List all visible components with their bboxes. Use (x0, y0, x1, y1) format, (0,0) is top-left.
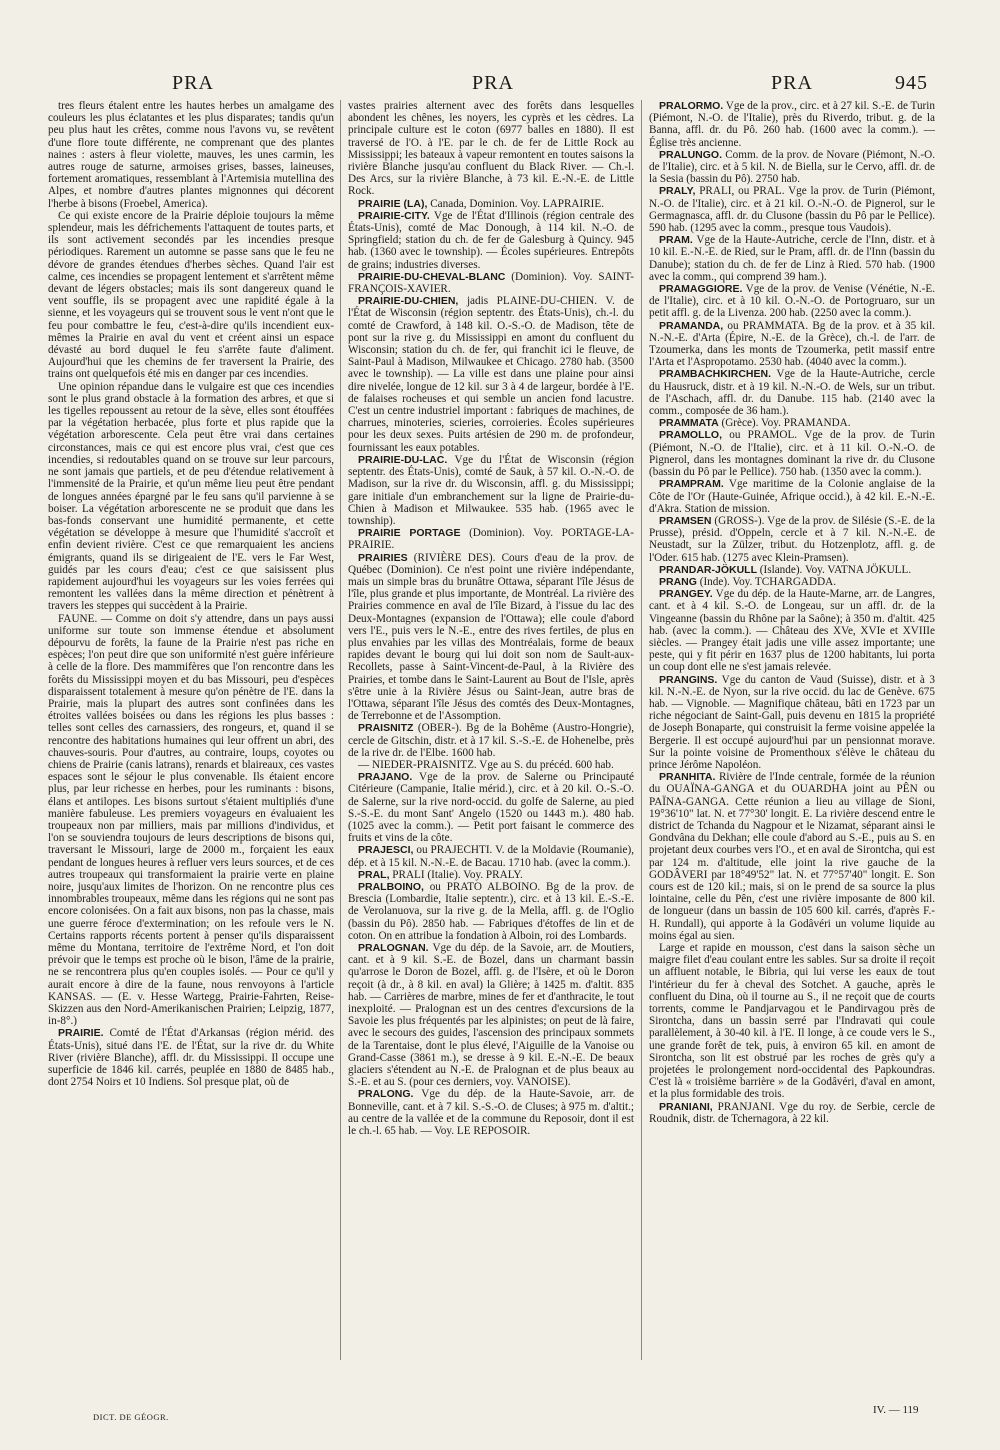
entry-headword: PRAISNITZ (358, 722, 414, 735)
dictionary-entry (348, 198, 634, 210)
entry-headword: PRALBOINO, (358, 881, 424, 893)
entry-text: Vge maritime de la Colonie anglaise de la Côte de l'Or (Haute-Guinée, Afrique occid.), à 42 kil. E.-N.-E. d'Akra. Station de mission. (649, 478, 935, 515)
entry-headword: PRANGINS. (659, 673, 718, 686)
entry-text: (Dominion). Voy. PORTAGE-LA-PRAIRIE. (348, 527, 634, 552)
entry-text: Vge du dép. de la Haute-Savoie, arr. de Bonneville, cant. et à 7 kil. S.-S.-O. de Cluses; à 975 m. d'altit.; au centre de la vallée et de la commune du Reposoir, dont il est le ch.-l. 65 hab. — Voy. LE REPOSOIR. (348, 1088, 634, 1138)
entry-text: Vge du l'État de Wisconsin (région septentr. des États-Unis), comté de Sauk, à 57 kil. O.-N.-O. de Madison, sur la rive dr. du Wisconsin, affl. g. du Mississippi; gare initiale d'un embranchement sur la ligne de Prairie-du-Chien à Madison et Milwaukee. 535 hab. (1965 avec le township). (348, 453, 634, 527)
entry-text: Ce qui existe encore de la Prairie déploie toujours la même splendeur, mais les défrichements l'attaquent de toutes parts, et ils sont activement secondés par les incendies presque périodiques. Rarement un automne se passe sans que le feu ne dévore de grandes étendues d'herbes sèches. Quand l'air est calme, ces incendies se propagent lentement et s'arrêtent même devant de légers obstacles; mais ils sont dangereux quand le vent souffle, ils se propagent avec une rapidité égale à la sienne, et les voyageurs qui se trouvent sous le vent n'ont que le feu pour combattre le feu, c'est-à-dire qu'ils incendient eux-mêmes la Prairie en aval du vent et créent ainsi un espace dévasté au bord duquel le feu s'arrête faute d'aliment. Aujourd'hui que les chemins de fer traversent la Prairie, des trains ont quelquefois été mis en danger par ces incendies. (48, 209, 334, 381)
text-column-3 (649, 100, 935, 1365)
dictionary-entry (649, 478, 935, 515)
entry-text: PRANJANI. Vge du roy. de Serbie, cercle de Roudnik, distr. de Tchernagora, à 22 kil. (649, 1100, 935, 1125)
entry-text: Canada, Dominion. Voy. LAPRAIRIE. (427, 197, 605, 210)
entry-text: FAUNE. — Comme on doit s'y attendre, dans un pays aussi uniforme sur toute son immense étendue et absolument dépourvu de forêts, la faune de la Prairie n'est pas riche en espèces; l'on peut dire que son uniformité n'est guère inférieure à celle de la flore. Des mammifères que l'on rencontre dans les forêts du Mississippi moyen et du bas Missouri, peu d'espèces disparaissent totalement à mesure qu'on pénètre de l'E. dans la Prairie, mais la plupart des autres sont confinées dans les étroites vallées boisées ou dans les régions les plus basses : telles sont celles des carnassiers, des rongeurs, et, quand il se rencontre des habitations humaines qui leur offrent un abri, des chauves-souris. Pour d'autres, au contraire, loups, coyotes ou chiens de Prairie (canis latrans), renards et blaireaux, ces vastes espaces sont le séjour le plus convenable. Ils étaient encore plus, par leur richesse en herbes, pour les ruminants : bisons, élans et antilopes. Les bisons surtout s'étaient multipliés d'une manière fabuleuse. Les premiers voyageurs en évaluaient les troupeaux non par milliers, mais par millions d'individus, et l'on se souviendra toujours de leurs descriptions de bisons qui, traversant le Missouri, large de 2000 m., forçaient les eaux pendant de longues heures à refluer vers leurs sources, et de ces autres troupeaux qui transformaient la prairie verte en plaine noire, jusqu'aux limites de l'horizon. On ne rencontre plus ces innombrables troupeaux, même dans les régions qui ne sont pas encore colonisées. On a fait aux bisons, non pas la chasse, mais une guerre féroce d'extermination; on les refoule vers le N. Certains rapports récents portent à penser qu'ils disparaissent même du Montana, territoire de l'extrême Nord, et l'on doit prévoir que le temps est proche où le bison, l'âme de la prairie, ne se rencontrera plus qu'en couples isolés. — Pour ce qu'il y aurait encore à dire de la faune, nous renvoyons à l'article KANSAS. — (E. v. Hesse Wartegg, Prairie-Fahrten, Reise-Skizzen aus den Nord-Amerikanischen Prairien; Leipzig, 1877, in-8°.) (48, 612, 334, 1028)
entry-text: vastes prairies alternent avec des forêts dans lesquelles abondent les chênes, les noyers, les cyprès et les cèdres. La principale culture est le coton (6977 balles en 1880). Il est traversé de l'O. à l'E. par le ch. de fer de Little Rock au Mississippi; les bateaux à vapeur remontent en toutes saisons la rivière Blanche jusqu'au confluent du Black River. — Ch.-l. Des Arcs, sur la rivière Blanche, à 73 kil. E.-N.-E. de Little Rock. (348, 100, 634, 198)
paragraph (649, 942, 935, 1101)
entry-text: Vge de la Haute-Autriche, cercle du Hausruck, distr. et à 19 kil. N.-N.-O. de Wels, sur un tribut. de l'Aschach, affl. dr. du Danube. 115 hab. (2140 avec la comm., composée de 36 ham.). (649, 368, 935, 418)
entry-text: PRALI, ou PRAL. Vge la prov. de Turin (Piémont, N.-O. de l'Italie), circ. et à 21 kil. O.-N.-O. de Pignerol, sur le Germagnasca, affl. dr. du Clusone (bassin du Pô par le Pellice). 590 hab. (1295 avec la comm., presque tous Vaudois). (649, 185, 935, 235)
dictionary-entry (649, 429, 935, 478)
entry-text: (Islande). Voy. VATNA JÖKULL. (757, 563, 912, 576)
entry-headword: PRAMMATA (659, 417, 719, 430)
entry-text: Vge de la Haute-Autriche, cercle de l'Inn, distr. et à 10 kil. E.-N.-E. de Ried, sur le Pram, affl. dr. de l'Inn (bassin du Danube); station du ch. de fer de Linz à Ried. 570 hab. (1900 avec la comm., qui comprend 39 ham.). (649, 234, 935, 283)
column-divider (340, 100, 341, 1360)
entry-headword: PRAL, (358, 868, 390, 881)
entry-headword: PRAJESCI, (358, 844, 414, 857)
entry-headword: PRAMSEN (659, 514, 712, 527)
entry-headword: PRAMANDA, (659, 319, 724, 332)
dictionary-entry (649, 149, 935, 186)
entry-text: (Grèce). Voy. PRAMANDA. (718, 417, 851, 430)
entry-text: (OBER-). Bg de la Bohême (Austro-Hongrie), cercle de Gitschin, distr. et à 17 kil. S.-S.-E. de Hohenelbe, près de la rive dr. de l'Elbe. 1600 hab. (348, 722, 634, 759)
entry-text: PRALI (Italie). Voy. PRALY. (389, 868, 523, 881)
dictionary-entry (649, 320, 935, 369)
entry-headword: PRALORMO. (659, 100, 724, 112)
entry-text: ou PRAMOL. Vge de la prov. de Turin (Piémont, N.-O. de l'Italie), circ. et à 11 kil. O.-N.-O. de Pignerol, dans les montagnes dominant la rive dr. du Clusone (bassin du Pô par le Pellice). 750 hab. (1350 avec la comm.). (649, 429, 935, 479)
entry-headword: PRAIRIE-DU-CHEVAL-BLANC (358, 270, 506, 283)
entry-text: ou PRATO ALBOINO. Bg de la prov. de Brescia (Lombardie, Italie septentr.), circ. et à 13 kil. E.-S.-E. de Verolanuova, sur la rive g. de la Mella, affl. g. de l'Oglio (bassin du Pô). 2850 hab. — Fabriques d'étoffes de lin et de coton. On en attribue la fondation à Alboin, roi des Lombards. (348, 881, 634, 942)
dictionary-entry (348, 722, 634, 759)
paragraph (348, 759, 634, 771)
entry-headword: PRAIRIE. (58, 1027, 104, 1040)
entry-text: Vge du dép. de la Haute-Marne, arr. de Langres, cant. et à 4 kil. S.-O. de Longeau, sur un affl. dr. de la Vingeanne (bassin du Rhône par la Saône); à 350 m. d'altit. 425 hab. (avec la comm.). — Château des XVe, XVIe et XVIIIe siècles. — Prangey était jadis une ville assez importante; une peste, qui y fit périr en 1637 plus de 1200 habitants, lui porta un coup dont elle ne s'est jamais relevée. (649, 588, 935, 674)
entry-headword: PRANDAR-JÖKULL (659, 563, 757, 576)
running-header-left: PRA (172, 72, 214, 94)
entry-text: (GROSS-). Vge de la prov. de Silésie (S.-E. de la Prusse), présid. d'Oppeln, cercle et à 7 kil. N.-N.-E. de Neustadt, sur la Zülzer, tribut. du Hotzenplotz, affl. g. de l'Oder. 615 hab. (1275 avec Klein-Pramsen). (649, 514, 935, 564)
page-number: 945 (895, 72, 928, 94)
entry-text: (Dominion). Voy. SAINT-FRANÇOIS-XAVIER. (348, 270, 634, 296)
dictionary-entry (348, 552, 634, 723)
entry-headword: PRAMPRAM. (659, 478, 724, 491)
entry-text: Comté de l'État d'Arkansas (région mérid. des États-Unis), situé dans l'E. de l'État, sur la rive dr. du White River (rivière Blanche), affl. dr. du Mississippi. Il occupe une superficie de 1846 kil. carrés, peuplée en 1880 de 8485 hab., dont 2754 Noirs et 10 Indiens. Sol presque plat, où de (48, 1027, 334, 1089)
dictionary-entry (649, 576, 935, 588)
column-divider (641, 100, 642, 1360)
entry-headword: PRAMOLLO, (659, 429, 722, 442)
dictionary-entry (649, 588, 935, 673)
paragraph (48, 210, 334, 381)
entry-headword: PRAIRIES (358, 551, 408, 564)
dictionary-entry (649, 771, 935, 942)
dictionary-entry (649, 1101, 935, 1125)
footer-volume-page: IV. — 119 (873, 1404, 919, 1416)
entry-text: Vge de la prov. de Venise (Vénétie, N.-E. de l'Italie), circ. et à 10 kil. O.-N.-O. de Portogruaro, sur un petit affl. g. de la Livenza. 200 hab. (2250 avec la comm.). (649, 283, 935, 320)
entry-text: Comm. de la prov. de Novare (Piémont, N.-O. de l'Italie), circ. et à 5 kil. N. de Biella, sur le Cervo, affl. dr. de la Sesia (bassin du Pô). 2750 hab. (649, 148, 935, 186)
entry-headword: PRAJANO. (358, 771, 413, 784)
dictionary-entry (649, 515, 935, 564)
entry-text: ou PRAJECHTI. V. de la Moldavie (Roumanie), dép. et à 15 kil. N.-N.-E. de Bacau. 1710 hab. (avec la comm.). (348, 844, 634, 869)
dictionary-entry (348, 844, 634, 868)
entry-text: Vge de l'État d'Illinois (région centrale des États-Unis), comté de Mac Donough, à 114 kil. N.-O. de Springfield; station du ch. de fer de Galesburg à Quincy. 945 hab. (1360 avec le township). — Écoles supérieures. Entrepôts de grains; industries diverses. (348, 209, 634, 271)
footer-signature: DICT. DE GÉOGR. (93, 1412, 169, 1422)
paragraph (348, 100, 634, 198)
dictionary-entry (348, 295, 634, 454)
entry-text: (RIVIÈRE DES). Cours d'eau de la prov. de Québec (Dominion). Ce n'est point une rivière indépendante, mais un simple bras du brunâtre Ottawa, séparant l'île Jésus de l'île, plus grande et plus importante, de Montréal. La rivière des Prairies commence en aval de l'île Bizard, à l'issue du lac des Deux-Montagnes (expansion de l'Ottawa); elle coule d'abord vers l'E., puis vers le N.-E., entre des rives fertiles, de plus en plus envahies par les villas des Montréalais, forme de beaux rapides devant le bourg qui lui doit son nom de Sault-aux-Recollets, passe à Saint-Vincent-de-Paul, à la Rivière des Prairies, et tombe dans le Saint-Laurent au Bout de l'Isle, après s'être unie à la Rivière Jésus ou Saint-Jean, autre bras de l'Ottawa, séparant l'île Jésus des comtés des Deux-Montagnes, de Terrebonne et de l'Assomption. (348, 551, 634, 723)
entry-headword: PRANG (659, 575, 697, 588)
entry-text: (Inde). Voy. TCHARGADDA. (696, 575, 837, 588)
entry-headword: PRAIRIE-DU-CHIEN, (358, 295, 459, 308)
text-column-1 (48, 100, 334, 1365)
entry-headword: PRAM. (659, 234, 693, 247)
running-header-right: PRA (771, 72, 813, 94)
dictionary-entry (649, 234, 935, 283)
dictionary-entry (649, 185, 935, 234)
dictionary-entry (649, 417, 935, 429)
dictionary-entry (348, 210, 634, 271)
entry-headword: PRAMAGGIORE. (659, 283, 743, 296)
entry-headword: PRAIRIE-DU-LAC. (358, 453, 448, 466)
entry-text: Vge de la prov. de Salerne ou Principauté Citérieure (Campanie, Italie mérid.), circ. et à 20 kil. O.-S.-O. de Salerne, sur la rive nord-occid. du golfe de Salerne, au pied S.-S.-E. du mont Sant' Angelo (1520 ou 1443 m.). 480 hab. (1025 avec la comm.). — Petit port faisant le commerce des fruits et vins de la côte. (348, 771, 634, 845)
paragraph (48, 381, 334, 613)
entry-text: Vge de la prov., circ. et à 27 kil. S.-E. de Turin (Piémont, N.-O. de l'Italie), près du Riverdo, tribut. g. de la Banna, affl. dr. du Pô. 260 hab. (1600 avec la comm.). — Église très ancienne. (649, 100, 935, 149)
dictionary-entry (348, 454, 634, 527)
dictionary-entry (348, 1088, 634, 1137)
dictionary-entry (348, 869, 634, 881)
entry-text: Vge du canton de Vaud (Suisse), distr. et à 3 kil. N.-N.-E. de Nyon, sur la rive occid. du lac de Genève. 675 hab. — Vignoble. — Magnifique château, bâti en 1723 par un riche négociant de Saint-Gall, puis devenu en 1815 la propriété de Joseph Bonaparte, qui construisit la ferme voisine appelée la Bergerie. Il est occupé aujourd'hui par un pensionnat morave. Sur la pointe voisine de Promenthoux s'élève le château du prince Jérôme Napoléon. (649, 673, 935, 771)
entry-headword: PRALONG. (358, 1088, 414, 1101)
entry-headword: PRAIRIE-CITY. (358, 209, 430, 222)
entry-headword: PRALY, (659, 185, 696, 198)
dictionary-entry (649, 368, 935, 417)
dictionary-entry (649, 674, 935, 772)
entry-text: tres fleurs étalent entre les hautes herbes un amalgame des couleurs les plus éclatantes et les plus disparates; tandis qu'un peu plus haut les crêtes, comme nous l'avons vu, se revêtent d'une flore toute différente, ne comprenant que des plantes naines : asters à fleur violette, mauves, les unes carmin, les autres rouge de saturne, armoises grises, basses, laineuses, fortement aromatiques, ressemblant à l'Artemisia mutellina des Alpes, et nombre d'autres plantes mignonnes qui décorent l'herbe à bisons (Froebel, America). (48, 100, 334, 210)
dictionary-entry (649, 283, 935, 320)
entry-headword: PRALOGNAN. (358, 942, 429, 955)
entry-headword: PRANGEY. (659, 588, 713, 601)
dictionary-entry (348, 771, 634, 844)
dictionary-entry (348, 527, 634, 551)
entry-headword: PRAMBACHKIRCHEN. (659, 368, 771, 381)
entry-text: Vge du dép. de la Savoie, arr. de Moutiers, cant. et à 9 kil. S.-E. de Bozel, dans un charmant bassin qu'arrose le Doron de Bozel, affl. g. de l'Isère, et où le Doron reçoit (à dr., à 8 kil. en aval) la Glière; à 1425 m. d'altit. 835 hab. — Carrières de marbre, mines de fer et d'anthracite, le tout inexploité. — Pralognan est un des centres d'excursions de la Savoie les plus fréquentés par les alpinistes; on peut de là faire, avec le secours des guides, l'ascension des principaux sommets de la Tarentaise, dont le plus élevé, l'Aiguille de la Vanoise ou Grand-Casse (3861 m.), se dresse à 9 kil. E.-N.-E. De beaux glaciers s'étendent au N.-E. de Pralognan et de plus beaux au S.-E. et au S. (pour ces derniers, voy. VANOISE). (348, 942, 634, 1089)
paragraph (48, 100, 334, 210)
paragraph (48, 613, 334, 1028)
dictionary-entry (649, 100, 935, 149)
entry-text: Large et rapide en mousson, c'est dans la saison sèche un maigre filet d'eau coulant entre les sables. Sur sa droite il reçoit un affluent notable, le Bibria, qui lui verse les eaux de tout l'intérieur du fer à cheval des Sotchet. A gauche, après le confluent du Dina, où il tourne au S., il ne reçoit que de courts torrents, comme le Pandjarvagou et le Pandirvagou près de Sirontcha, dans un bassin serré par l'Indravati qui coule parallèlement, à 30-40 kil. à l'E. Il longe, à ce coude vers le S., une grande forêt de tek, puis, à environ 65 kil. en amont de Sirontcha, son lit est obstrué par les roches de grès qu'y a projetées le prolongement nord-occidental des Papkoundras. C'est là « troisième barrière » de la Godâvéri, d'aval en amont, et la plus formidable des trois. (649, 942, 935, 1101)
dictionary-entry (48, 1027, 334, 1088)
entry-text: Rivière de l'Inde centrale, formée de la réunion du OUAÏNA-GANGA et du OUARDHA joint au PÊN ou PAÏNA-GANGA. Cette réunion a lieu au village de Sioni, 19°36'10" lat. N. et 77°30' longit. E. La rivière descend entre le district de Tchanda du Nagpour et le Nizamat, séparant ainsi le Gondvâna du Dekhan; elle coule d'abord au S.-E., puis au S. en projetant deux courbes vers l'O., et en aval de Sirontcha, qui est par 124 m. d'altitude, elle joint la rive gauche de la GODÂVERI par 18°49'52" lat. N. et 77°57'40" longit. E. Son cours est de 120 kil.; mais, si on le prend de sa source la plus lointaine, celle du Pên, c'est une rivière imposante de 800 kil. de longueur (dans un bassin de 105 600 kil. carrés, d'après F.-H. Rundall), qui apporte à la Godâvéri un volume liquide au moins égal au sien. (649, 771, 935, 942)
entry-headword: PRAIRIE (LA), (358, 197, 428, 210)
entry-headword: PRANHITA. (659, 771, 716, 784)
entry-headword: PRALUNGO. (659, 148, 722, 161)
dictionary-entry (348, 942, 634, 1088)
entry-text: jadis PLAINE-DU-CHIEN. V. de l'État de Wisconsin (région septentr. des États-Unis), ch.-l. du comté de Crawford, à 148 kil. O.-S.-O. de Madison, tête de pont sur la rive g. du Mississippi en amont du confluent du Wisconsin; station du ch. de fer, qui franchit ici le fleuve, de Saint-Paul à Madison, Milwaukee et Chicago. 2780 hab. (3500 avec le township). — La ville est dans une plaine pour ainsi dire nivelée, longue de 12 kil. sur 3 à 4 de largeur, bordée à l'E. de falaises rocheuses et qui semble un ancien fond lacustre. C'est un centre industriel important : fabriques de machines, de charrues, minoteries, scieries, corroieries. Écoles supérieures pour les deux sexes. Puits artésien de 290 m. de profondeur, fournissant les eaux potables. (348, 295, 634, 454)
entry-text: Une opinion répandue dans le vulgaire est que ces incendies sont le plus grand obstacle à la formation des arbres, et que si les tigelles repoussent au retour de la sève, elles sont étouffées par la végétation herbacée, plus forte et plus rapide que la végétation arborescente. Cela peut être vrai dans certaines circonstances, mais ce qui est encore plus vrai, c'est que ces incendies, si redoutables quand on se trouve sur leur parcours, ne sont jamais que partiels, et de peu d'étendue relativement à l'immensité de la Prairie, et qu'un même lieu peut être pendant de longues années épargné par le feu sans qu'il parvienne à se boiser. La végétation arborescente ne se produit que dans les bas-fonds conservant une humidité permanente, et cette végétation se développe à mesure que l'humidité s'accroît et enfin devient rivière. C'est ce que remarquaient les anciens émigrants, quand ils se dirigeaient de l'E. vers le Far West, guidés par les cours d'eau; c'est ce que saisissent plus rapidement aujourd'hui les voyageurs sur les voies ferrées qui remontent les vallées dans la même direction et pénètrent à travers les steppes qui succèdent à la Prairie. (48, 380, 334, 613)
dictionary-entry (348, 881, 634, 942)
entry-headword: PRANIANI, (659, 1100, 713, 1113)
entry-text: ou PRAMMATA. Bg de la prov. et à 35 kil. N.-N.-E. d'Arta (Épire, N.-E. de la Grèce), ch.-l. de l'arr. de Tzoumerka, dans les monts de Tzoumerka, petit massif entre l'Arta et l'Aspropotamo. 2530 hab. (4040 avec la comm.). (649, 319, 935, 369)
entry-headword: PRAIRIE PORTAGE (358, 527, 461, 540)
dictionary-entry (348, 271, 634, 295)
dictionary-entry (649, 564, 935, 576)
entry-text: — NIEDER-PRAISNITZ. Vge au S. du précéd. 600 hab. (358, 758, 614, 771)
running-header-center: PRA (472, 72, 514, 94)
text-column-2 (348, 100, 634, 1365)
